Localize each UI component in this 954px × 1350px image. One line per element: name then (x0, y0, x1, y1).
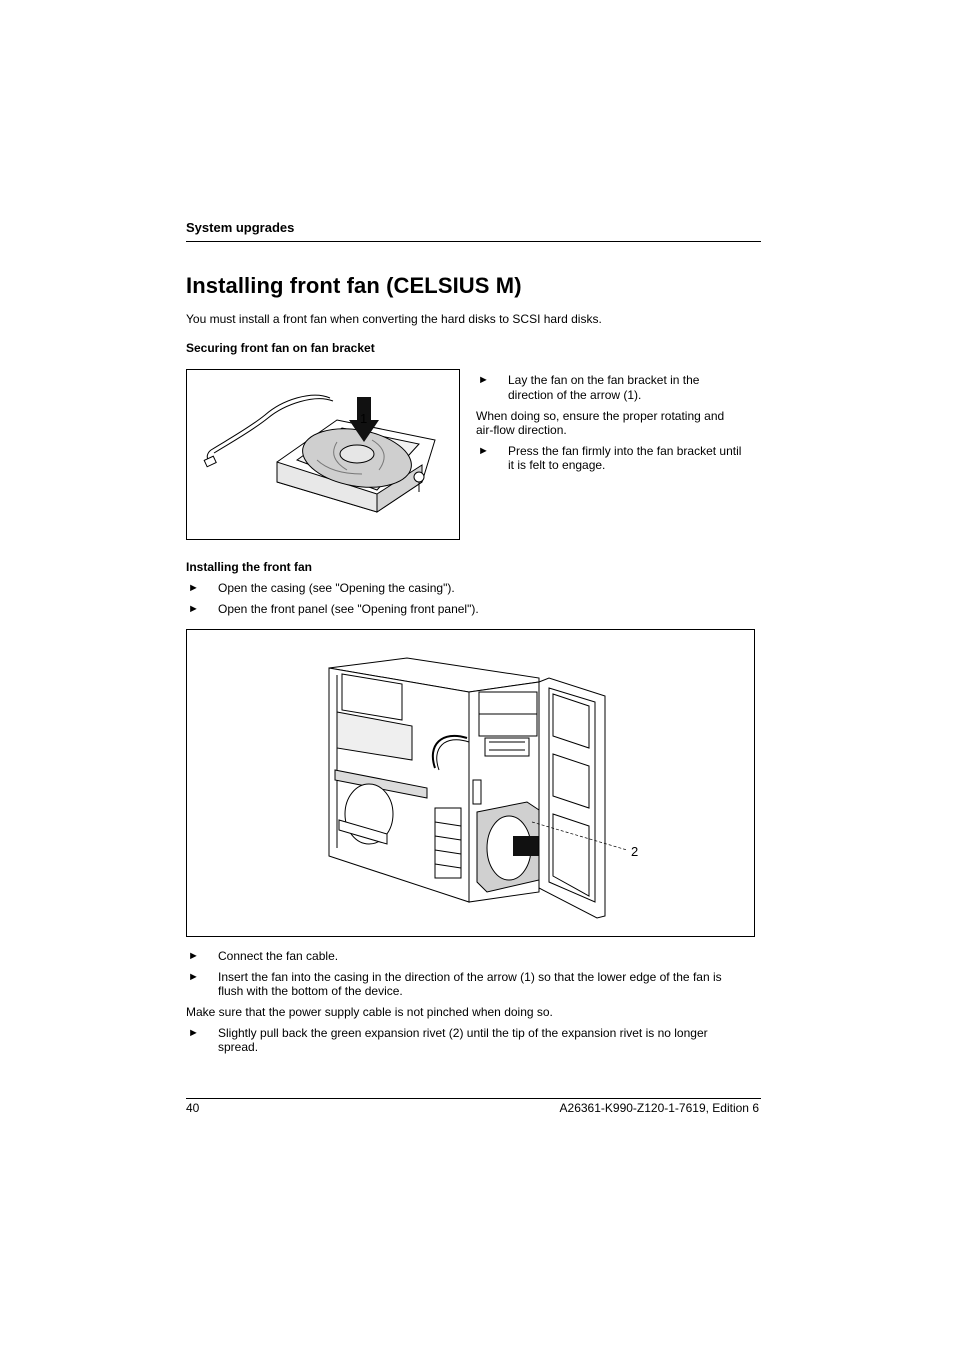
document-id: A26361-K990-Z120-1-7619, Edition 6 (559, 1101, 759, 1115)
instruction-text: direction of the arrow (1). (508, 388, 642, 402)
instruction-text: Insert the fan into the casing in the direction of the arrow (1) so that the lower edge of the fan is (218, 970, 722, 984)
bullet-icon: ► (188, 603, 199, 615)
fan-bracket-illustration (187, 370, 459, 539)
page-title: Installing front fan (CELSIUS M) (186, 273, 522, 298)
instruction-text: spread. (218, 1040, 259, 1054)
figure-callout-1: 1 (360, 411, 368, 426)
bullet-icon: ► (188, 950, 199, 962)
bullet-icon: ► (188, 582, 199, 594)
casing-illustration (187, 630, 754, 936)
instruction-text: Slightly pull back the green expansion rivet (2) until the tip of the expansion rivet is no longer (218, 1026, 708, 1040)
bullet-icon: ► (188, 1027, 199, 1039)
instruction-text: Open the casing (see "Opening the casing"). (218, 581, 455, 595)
header-rule (186, 241, 761, 242)
bullet-icon: ► (478, 374, 489, 386)
footer-rule (186, 1098, 761, 1099)
note-text: Make sure that the power supply cable is not pinched when doing so. (186, 1005, 553, 1019)
instruction-text: Press the fan firmly into the fan bracket until (508, 444, 742, 458)
instruction-text: Open the front panel (see "Opening front panel"). (218, 602, 479, 616)
instruction-text: Connect the fan cable. (218, 949, 339, 963)
intro-text: You must install a front fan when converting the hard disks to SCSI hard disks. (186, 312, 602, 326)
note-text: air-flow direction. (476, 423, 567, 437)
section-header: System upgrades (186, 220, 295, 235)
section-heading-installing: Installing the front fan (186, 560, 312, 574)
section-heading-securing: Securing front fan on fan bracket (186, 341, 375, 355)
page-number: 40 (186, 1101, 200, 1115)
note-text: When doing so, ensure the proper rotating and (476, 409, 725, 423)
instruction-text: flush with the bottom of the device. (218, 984, 403, 998)
figure-callout-rivet-2: 2 (631, 844, 639, 859)
instruction-text: Lay the fan on the fan bracket in the (508, 373, 700, 387)
figure-front-fan-install (186, 629, 755, 937)
bullet-icon: ► (478, 445, 489, 457)
figure-callout-arrow-1: 1 (554, 842, 561, 856)
instruction-text: it is felt to engage. (508, 458, 606, 472)
figure-fan-bracket (186, 369, 460, 540)
bullet-icon: ► (188, 971, 199, 983)
